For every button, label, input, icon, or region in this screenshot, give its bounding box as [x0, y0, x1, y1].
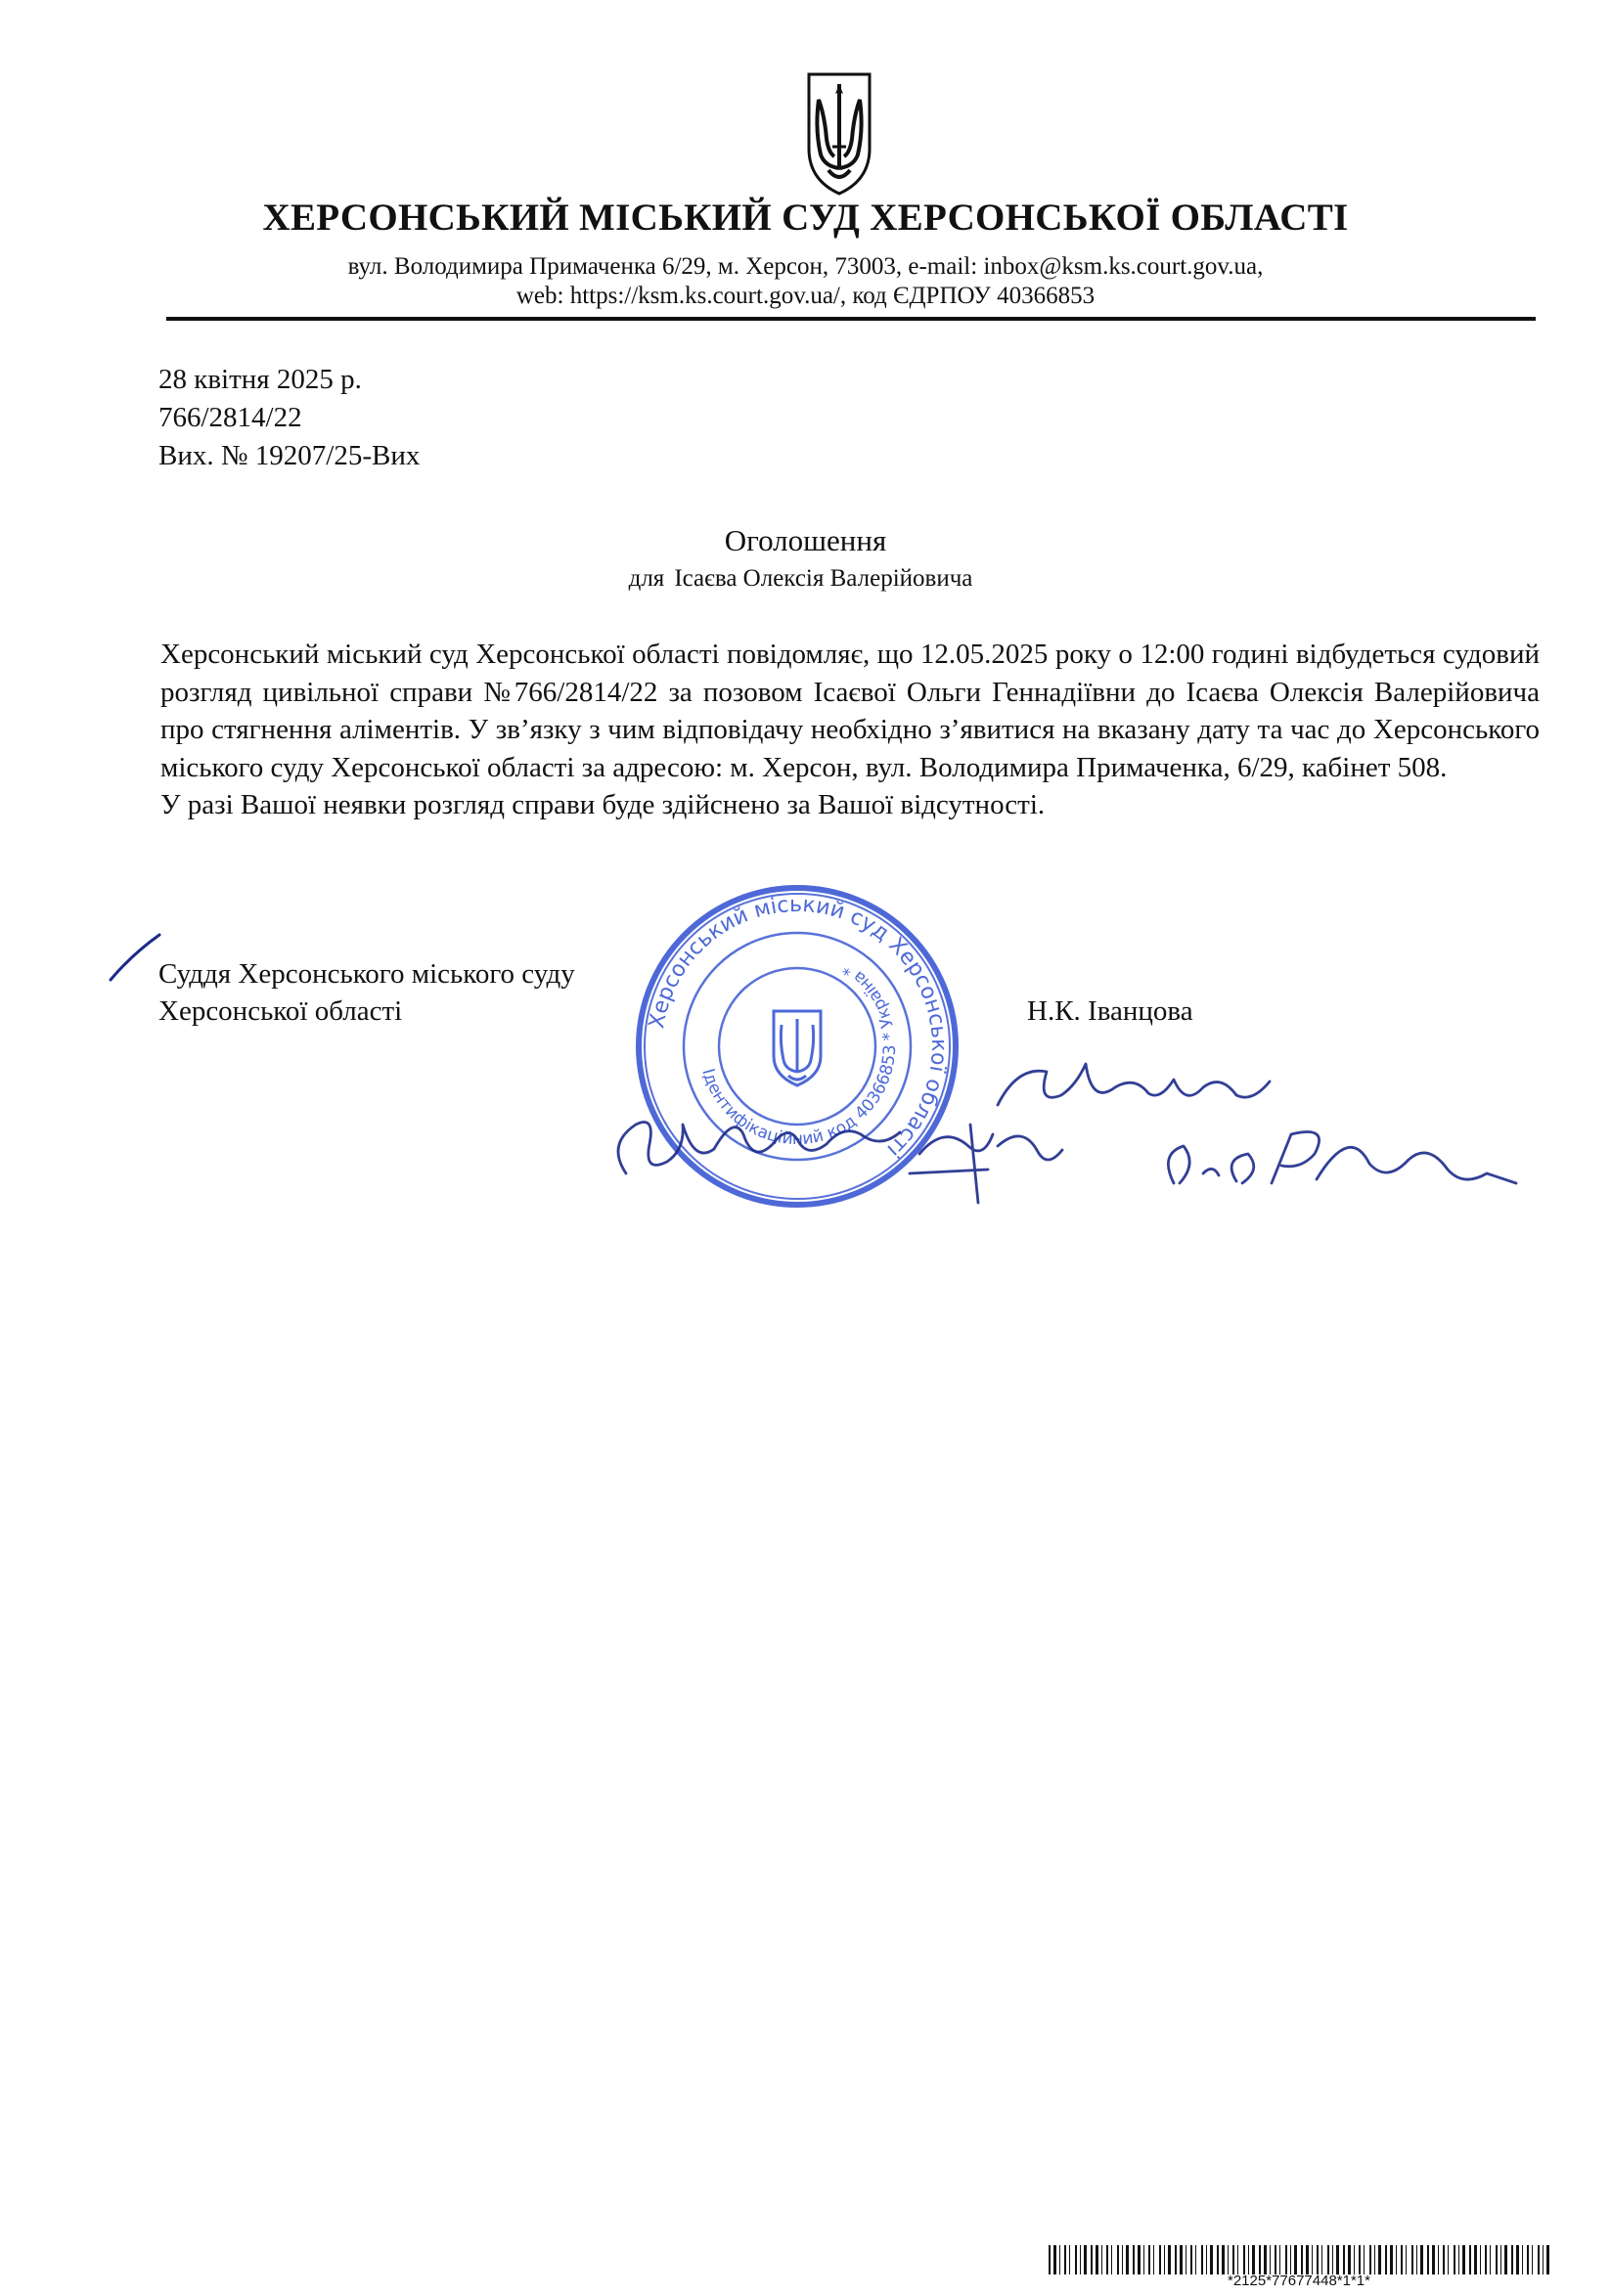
- barcode-bar: [1270, 2245, 1271, 2274]
- case-number: 766/2814/22: [158, 402, 302, 433]
- barcode-bar: [1496, 2245, 1498, 2274]
- barcode-bar: [1396, 2245, 1397, 2274]
- barcode-bar: [1210, 2245, 1213, 2274]
- barcode-bar: [1511, 2245, 1513, 2274]
- handwritten-signature-left: [618, 1123, 900, 1174]
- barcode-bar: [1448, 2245, 1449, 2274]
- barcode-bar: [1543, 2245, 1544, 2274]
- barcode-bar: [1201, 2245, 1203, 2274]
- barcode-bar: [1101, 2245, 1102, 2274]
- barcode-bar: [1462, 2245, 1465, 2274]
- barcode-bar: [1432, 2245, 1435, 2274]
- barcode-bar: [1532, 2245, 1533, 2274]
- barcode-bar: [1546, 2245, 1549, 2274]
- barcode-bar: [1148, 2245, 1150, 2274]
- barcode-bar: [1538, 2245, 1540, 2274]
- barcode-bar: [1527, 2245, 1529, 2274]
- barcode-bar: [1301, 2245, 1303, 2274]
- barcode-bar: [1427, 2245, 1429, 2274]
- barcode-bar: [1064, 2245, 1066, 2274]
- barcode-bar: [1369, 2245, 1371, 2274]
- barcode-bar: [1259, 2245, 1261, 2274]
- barcode-bar: [1522, 2245, 1523, 2274]
- barcode-bar: [1416, 2245, 1417, 2274]
- barcode-bar: [1327, 2245, 1329, 2274]
- barcode-bar: [1106, 2245, 1108, 2274]
- court-address: вул. Володимира Примаченка 6/29, м. Херсон, 73003, e-mail: inbox@ksm.ks.court.gov.ua,: [347, 253, 1264, 280]
- barcode-bar: [1126, 2245, 1129, 2274]
- barcode-bar: [1285, 2245, 1287, 2274]
- barcode-bar: [1222, 2245, 1225, 2274]
- barcode-bar: [1332, 2245, 1333, 2274]
- barcode-bar: [1059, 2245, 1060, 2274]
- barcode-bar: [1458, 2245, 1459, 2274]
- barcode-bar: [1348, 2245, 1351, 2274]
- barcode-bar: [1111, 2245, 1112, 2274]
- barcode-bar: [1336, 2245, 1339, 2274]
- barcode-bar: [1133, 2245, 1135, 2274]
- barcode-bar: [1122, 2245, 1123, 2274]
- court-web-and-code: web: https://ksm.ks.court.gov.ua/, код ЄДРПОУ 40366853: [515, 283, 1096, 309]
- barcode-bar: [1385, 2245, 1387, 2274]
- barcode-bar: [1168, 2245, 1171, 2274]
- barcode-bar: [1049, 2245, 1051, 2274]
- barcode-bar: [1117, 2245, 1119, 2274]
- barcode-bar: [1143, 2245, 1144, 2274]
- barcode-bar: [1264, 2245, 1267, 2274]
- barcode-bar: [1195, 2245, 1196, 2274]
- outgoing-number: Вих. № 19207/25-Вих: [158, 440, 421, 471]
- judge-region: Херсонської області: [158, 995, 403, 1027]
- barcode-bar: [1364, 2245, 1365, 2274]
- barcode-bar: [1084, 2245, 1087, 2274]
- barcode-bar: [1252, 2245, 1255, 2274]
- announcement-recipient-line: [0, 565, 1611, 593]
- barcode-bar: [1232, 2245, 1234, 2274]
- barcode-bar: [1096, 2245, 1098, 2274]
- barcode-bar: [1228, 2245, 1229, 2274]
- barcode-bar: [1317, 2245, 1319, 2274]
- court-name: ХЕРСОНСЬКИЙ МІСЬКИЙ СУД ХЕРСОНСЬКОЇ ОБЛАСТІ: [262, 197, 1349, 239]
- barcode-bar: [1480, 2245, 1481, 2274]
- recipient-name: Ісаєва Олексія Валерійовича: [674, 565, 973, 592]
- barcode-bar: [1190, 2245, 1192, 2274]
- barcode-bar: [1069, 2245, 1070, 2274]
- barcode-bar: [1354, 2245, 1355, 2274]
- barcode-bar: [1504, 2245, 1507, 2274]
- barcode-bar: [1438, 2245, 1439, 2274]
- stamp-outer-text: Херсонський міський суд Херсонської області: [645, 892, 952, 1163]
- announcement-title: Оголошення: [724, 523, 887, 557]
- barcode-bar: [1075, 2245, 1077, 2274]
- barcode-bar: [1306, 2245, 1309, 2274]
- barcode-bar: [1321, 2245, 1322, 2274]
- for-label: для: [628, 565, 665, 592]
- barcode-bar: [1290, 2245, 1291, 2274]
- barcode-bar: [1411, 2245, 1413, 2274]
- announcement-body: [160, 636, 1540, 824]
- barcode-bar: [1420, 2245, 1423, 2274]
- barcode-bar: [1401, 2245, 1403, 2274]
- barcode-bar: [1091, 2245, 1093, 2274]
- header-divider: [166, 317, 1536, 321]
- barcode-bar: [1490, 2245, 1491, 2274]
- handwritten-signature-middle: [910, 1125, 1062, 1203]
- judge-name: Н.К. Іванцова: [1027, 995, 1193, 1027]
- barcode-bar: [1500, 2245, 1501, 2274]
- barcode-bar: [1237, 2245, 1238, 2274]
- judge-position: Суддя Херсонського міського суду: [158, 958, 575, 990]
- barcode-bar: [1485, 2245, 1487, 2274]
- barcode-bar: [1243, 2245, 1245, 2274]
- barcode-bar: [1474, 2245, 1477, 2274]
- barcode-bar: [1406, 2245, 1407, 2274]
- absence-notice: У разі Вашої неявки розгляд справи буде здійснено за Вашої відсутності.: [160, 789, 1046, 820]
- coat-of-arms-icon: [805, 70, 873, 198]
- handwritten-signature-right: [1168, 1132, 1516, 1184]
- barcode-bar: [1053, 2245, 1056, 2274]
- barcode-bar: [1153, 2245, 1154, 2274]
- barcode-bar: [1469, 2245, 1471, 2274]
- barcode-bar: [1180, 2245, 1183, 2274]
- document-barcode: [1049, 2245, 1549, 2274]
- barcode-number: *2125*77677448*1*1*: [1228, 2273, 1370, 2289]
- document-date: 28 квітня 2025 р.: [158, 364, 362, 395]
- barcode-bar: [1343, 2245, 1345, 2274]
- barcode-bar: [1159, 2245, 1161, 2274]
- handwritten-copy-mark: [998, 1064, 1270, 1105]
- barcode-bar: [1312, 2245, 1313, 2274]
- barcode-bar: [1294, 2245, 1297, 2274]
- barcode-bar: [1390, 2245, 1393, 2274]
- barcode-bar: [1516, 2245, 1519, 2274]
- handwritten-signatures: [587, 978, 1526, 1271]
- barcode-bar: [1374, 2245, 1375, 2274]
- barcode-bar: [1279, 2245, 1280, 2274]
- barcode-bar: [1275, 2245, 1276, 2274]
- barcode-bar: [1206, 2245, 1207, 2274]
- barcode-bar: [1164, 2245, 1165, 2274]
- body-paragraph: Херсонський міський суд Херсонської області повідомляє, що 12.05.2025 року о 12:00 годині відбудеться судовий розгляд цивільної справи №766/2814/22 за позовом Ісаєвої Ольги Геннадіївни до Ісаєва Олексія Валерійовича про стягнення аліментів. У зв’язку з чим відповідачу необхідно з’явитися на вказану дату та час до Херсонського міського суду Херсонської області за адресою: м. Херсон, вул. Володимира Примаченка, 6/29, кабінет 508.: [160, 639, 1540, 783]
- barcode-bar: [1217, 2245, 1219, 2274]
- barcode-bar: [1175, 2245, 1177, 2274]
- barcode-bar: [1248, 2245, 1249, 2274]
- barcode-bar: [1359, 2245, 1361, 2274]
- stamp-inner-text: Ідентифікаційний код 40366853 * Україна *: [697, 958, 901, 1150]
- barcode-bar: [1080, 2245, 1081, 2274]
- barcode-bar: [1454, 2245, 1455, 2274]
- barcode-bar: [1138, 2245, 1141, 2274]
- barcode-bar: [1443, 2245, 1445, 2274]
- barcode-bar: [1378, 2245, 1381, 2274]
